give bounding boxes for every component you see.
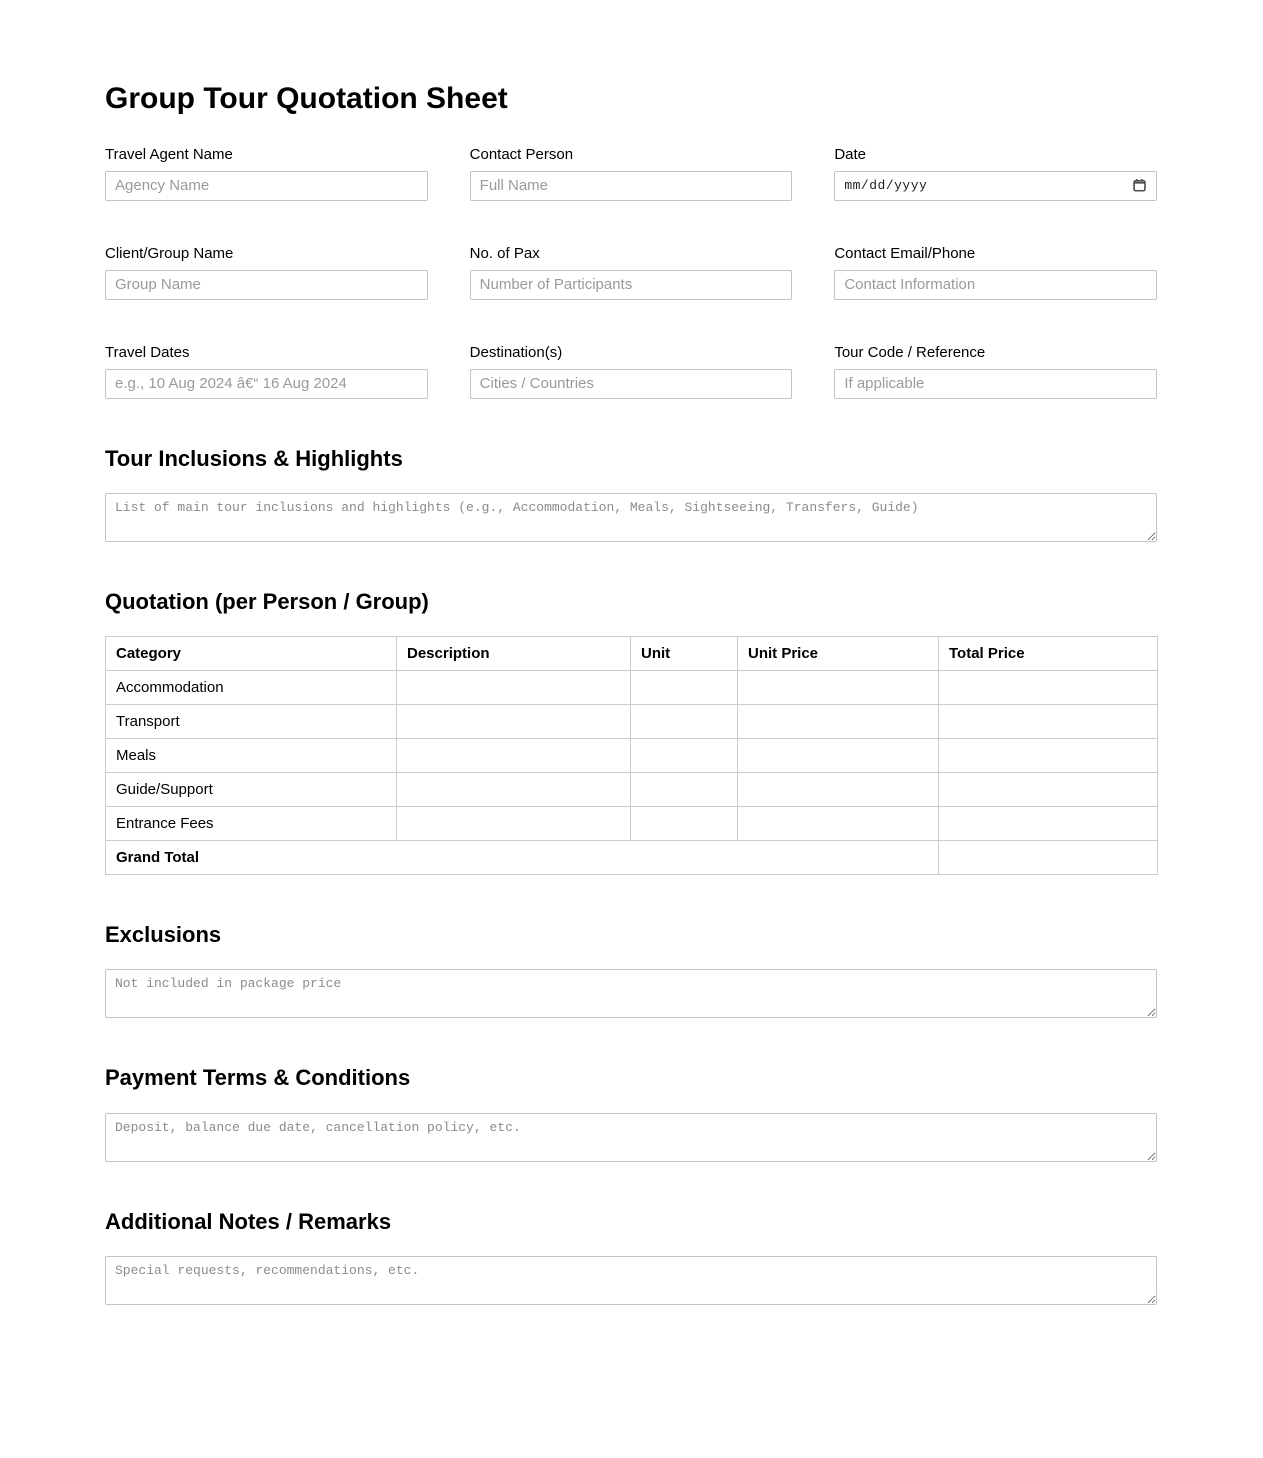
unit-cell: [631, 739, 738, 773]
travel-dates-input[interactable]: [105, 369, 428, 399]
description-cell: [397, 671, 631, 705]
header-unit: Unit: [631, 637, 738, 671]
client-group-name-label: Client/Group Name: [105, 244, 234, 262]
field-travel-agent-name: [105, 145, 428, 201]
no-of-pax-input[interactable]: [470, 270, 793, 300]
travel-agent-name-input[interactable]: [105, 171, 428, 201]
field-no-of-pax: [470, 244, 793, 300]
header-total-price: Total Price: [939, 637, 1158, 671]
travel-dates-label: Travel Dates: [105, 343, 190, 361]
table-row-accommodation: [106, 671, 1158, 705]
tour-code-input[interactable]: [834, 369, 1157, 399]
unit-cell: [631, 807, 738, 841]
quotation-table: [105, 636, 1158, 875]
contact-email-phone-input[interactable]: [834, 270, 1157, 300]
field-date: [834, 145, 1157, 201]
unit-cell: [631, 773, 738, 807]
additional-notes-textarea[interactable]: [105, 1256, 1157, 1305]
payment-terms-heading: Payment Terms & Conditions: [105, 1065, 411, 1091]
field-client-group-name: [105, 244, 428, 300]
field-contact-person: [470, 145, 793, 201]
header-description: Description: [397, 637, 631, 671]
unit-price-cell: [738, 671, 939, 705]
field-travel-dates: [105, 343, 428, 399]
table-header-row: [106, 637, 1158, 671]
additional-notes-heading: Additional Notes / Remarks: [105, 1208, 392, 1234]
unit-cell: [631, 705, 738, 739]
contact-person-input[interactable]: [470, 171, 793, 201]
header-category: Category: [106, 637, 397, 671]
total-price-cell: [939, 671, 1158, 705]
field-tour-code: [834, 343, 1157, 399]
unit-price-cell: [738, 705, 939, 739]
client-group-name-input[interactable]: [105, 270, 428, 300]
category-cell: Accommodation: [106, 671, 397, 705]
unit-price-cell: [738, 807, 939, 841]
category-cell: Guide/Support: [106, 773, 397, 807]
category-cell: Entrance Fees: [106, 807, 397, 841]
total-price-cell: [939, 739, 1158, 773]
page-title: Group Tour Quotation Sheet: [105, 82, 508, 115]
payment-terms-textarea[interactable]: [105, 1113, 1157, 1162]
total-price-cell: [939, 807, 1158, 841]
unit-price-cell: [738, 773, 939, 807]
exclusions-heading: Exclusions: [105, 922, 222, 948]
contact-person-label: Contact Person: [469, 145, 574, 163]
description-cell: [397, 773, 631, 807]
exclusions-textarea[interactable]: [105, 969, 1157, 1018]
total-price-cell: [939, 705, 1158, 739]
destinations-input[interactable]: [470, 369, 793, 399]
calendar-icon[interactable]: [1132, 178, 1147, 193]
date-input[interactable]: [834, 171, 1157, 201]
quotation-heading: Quotation (per Person / Group): [105, 588, 429, 614]
unit-price-cell: [738, 739, 939, 773]
no-of-pax-label: No. of Pax: [469, 244, 540, 262]
date-value: mm/dd/yyyy: [844, 178, 928, 193]
travel-agent-name-label: Travel Agent Name: [105, 145, 233, 163]
table-row-guide-support: [106, 773, 1158, 807]
destinations-label: Destination(s): [469, 343, 563, 361]
field-destinations: [470, 343, 793, 399]
grand-total-value-cell: [939, 841, 1158, 875]
inclusions-heading: Tour Inclusions & Highlights: [105, 445, 403, 471]
description-cell: [397, 705, 631, 739]
tour-code-label: Tour Code / Reference: [834, 343, 986, 361]
category-cell: Meals: [106, 739, 397, 773]
description-cell: [397, 739, 631, 773]
form-grid: [105, 145, 1157, 399]
total-price-cell: [939, 773, 1158, 807]
unit-cell: [631, 671, 738, 705]
inclusions-textarea[interactable]: [105, 493, 1157, 542]
table-row-meals: [106, 739, 1158, 773]
date-label: Date: [834, 145, 867, 163]
header-unit-price: Unit Price: [738, 637, 939, 671]
table-row-transport: [106, 705, 1158, 739]
grand-total-label: Grand Total: [106, 841, 939, 875]
description-cell: [397, 807, 631, 841]
table-row-entrance-fees: [106, 807, 1158, 841]
category-cell: Transport: [106, 705, 397, 739]
contact-email-phone-label: Contact Email/Phone: [834, 244, 976, 262]
grand-total-row: [106, 841, 1158, 875]
group-tour-quotation-page: [105, 0, 1157, 1425]
field-contact-email-phone: [834, 244, 1157, 300]
